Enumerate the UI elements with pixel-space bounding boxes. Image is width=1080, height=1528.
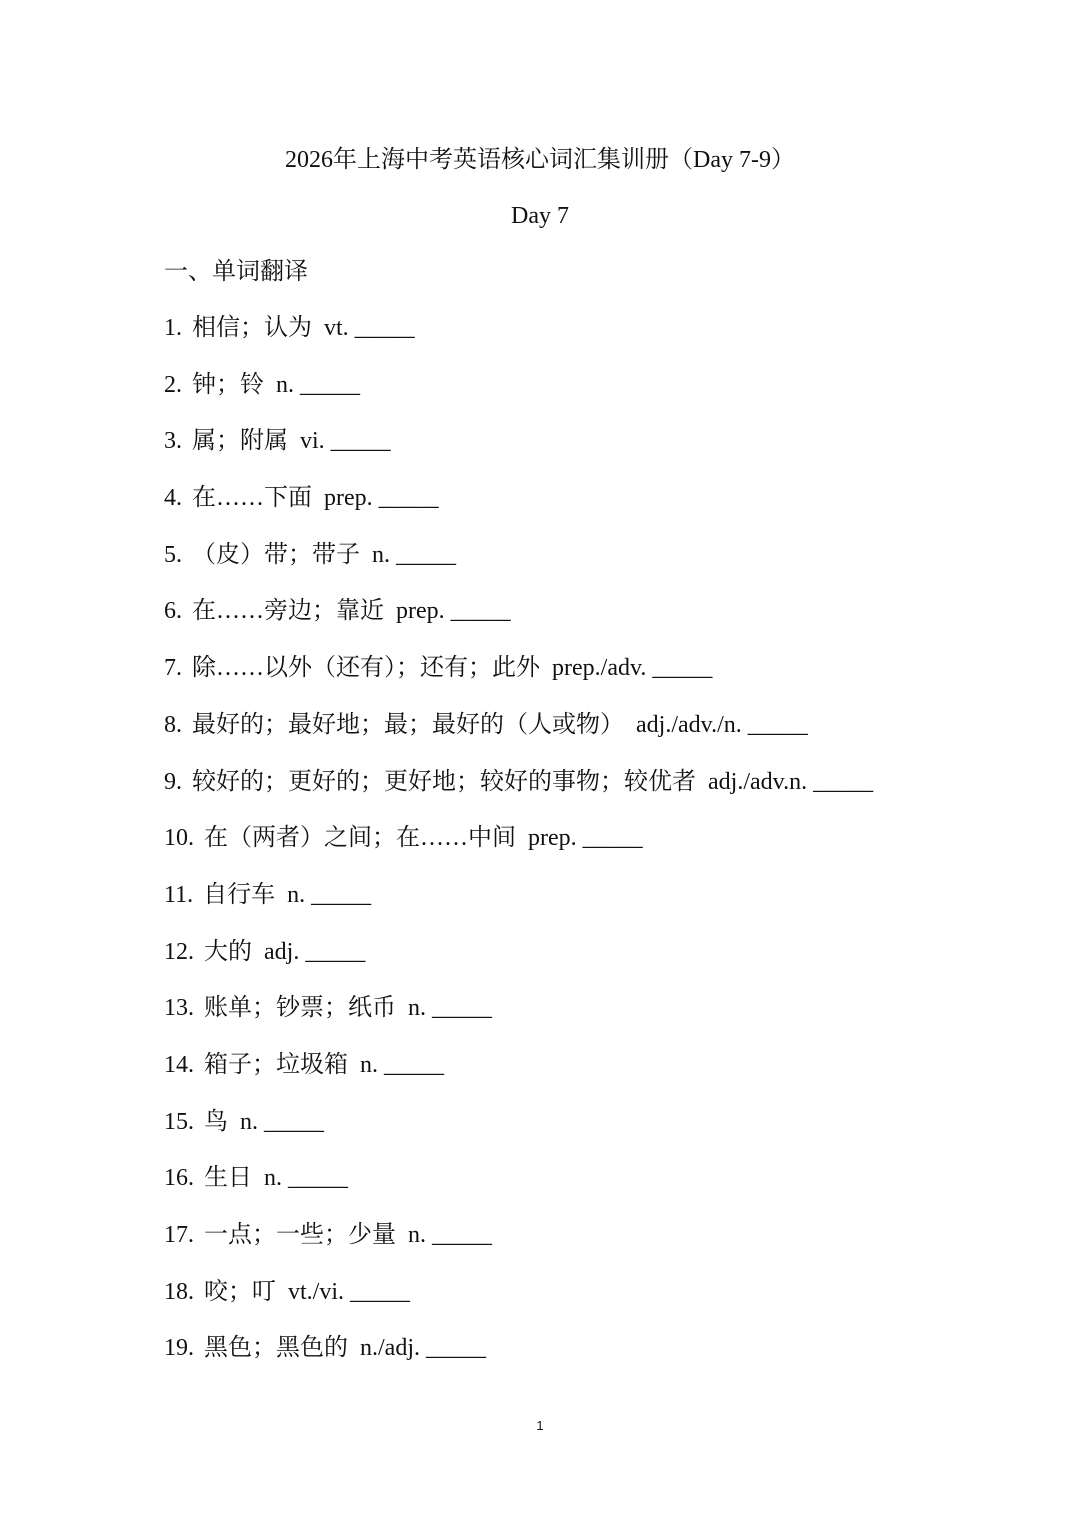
item-chinese: 属；附属 bbox=[192, 428, 288, 455]
item-chinese: 大的 bbox=[204, 938, 252, 965]
item-number: 17. bbox=[164, 1222, 194, 1248]
answer-blank: _____ bbox=[330, 428, 391, 455]
item-number: 3. bbox=[164, 428, 182, 455]
item-number: 2. bbox=[164, 371, 182, 398]
item-part-of-speech: n. bbox=[372, 541, 390, 568]
item-part-of-speech: prep./adv. bbox=[552, 655, 647, 682]
section-heading: 一、单词翻译 bbox=[164, 259, 308, 285]
answer-blank: _____ bbox=[432, 995, 492, 1022]
list-item bbox=[164, 1104, 1044, 1161]
item-number: 8. bbox=[164, 711, 182, 738]
answer-blank: _____ bbox=[747, 711, 808, 738]
answer-blank: _____ bbox=[450, 598, 511, 625]
item-part-of-speech: n. bbox=[240, 1108, 258, 1135]
item-chinese: 在……下面 bbox=[192, 485, 312, 512]
item-chinese: 除……以外（还有）；还有；此外 bbox=[192, 655, 540, 682]
item-part-of-speech: n. bbox=[276, 371, 294, 398]
list-item bbox=[164, 650, 1044, 707]
answer-blank: _____ bbox=[813, 768, 874, 795]
list-item bbox=[164, 1047, 1044, 1104]
item-number: 10. bbox=[164, 825, 194, 852]
item-part-of-speech: vt. bbox=[324, 315, 349, 341]
item-chinese: 鸟 bbox=[204, 1108, 228, 1135]
item-number: 13. bbox=[164, 995, 194, 1022]
list-item bbox=[164, 310, 1044, 367]
day-heading: Day 7 bbox=[511, 203, 569, 229]
list-item bbox=[164, 707, 1044, 764]
answer-blank: _____ bbox=[378, 485, 439, 512]
answer-blank: _____ bbox=[305, 938, 366, 965]
answer-blank: _____ bbox=[350, 1278, 411, 1305]
item-chinese: 账单；钞票；纸币 bbox=[204, 995, 396, 1022]
list-item bbox=[164, 1217, 1044, 1274]
item-part-of-speech: n. bbox=[360, 1051, 378, 1078]
list-item bbox=[164, 1274, 1044, 1331]
item-chinese: 钟；铃 bbox=[192, 371, 264, 398]
answer-blank: _____ bbox=[354, 315, 415, 341]
item-part-of-speech: prep. bbox=[396, 598, 445, 625]
item-number: 6. bbox=[164, 598, 182, 625]
item-part-of-speech: n. bbox=[408, 1222, 426, 1248]
item-number: 7. bbox=[164, 655, 182, 682]
item-chinese: 箱子；垃圾箱 bbox=[204, 1051, 348, 1078]
page-number: 1 bbox=[536, 1418, 544, 1433]
item-number: 15. bbox=[164, 1108, 194, 1135]
item-chinese: 生日 bbox=[204, 1165, 252, 1192]
item-chinese: 黑色；黑色的 bbox=[204, 1335, 348, 1362]
item-number: 12. bbox=[164, 938, 194, 965]
item-part-of-speech: prep. bbox=[324, 485, 373, 512]
item-chinese: 自行车 bbox=[203, 881, 276, 908]
item-part-of-speech: vi. bbox=[300, 428, 325, 455]
item-number: 16. bbox=[164, 1165, 194, 1192]
item-chinese: 相信；认为 bbox=[192, 315, 312, 341]
list-item bbox=[164, 537, 1044, 594]
item-part-of-speech: n./adj. bbox=[360, 1335, 420, 1362]
item-chinese: 一点；一些；少量 bbox=[204, 1222, 396, 1248]
list-item bbox=[164, 1160, 1044, 1217]
list-item bbox=[164, 820, 1044, 877]
list-item bbox=[164, 593, 1044, 650]
item-chinese: （皮）带；带子 bbox=[192, 541, 360, 568]
item-part-of-speech: vt./vi. bbox=[288, 1278, 345, 1305]
list-item bbox=[164, 423, 1044, 480]
answer-blank: _____ bbox=[426, 1335, 486, 1362]
list-item bbox=[164, 877, 1044, 934]
item-part-of-speech: adj./adv./n. bbox=[636, 711, 742, 738]
list-item bbox=[164, 764, 1044, 821]
item-chinese: 较好的；更好的；更好地；较好的事物；较优者 bbox=[192, 768, 696, 795]
item-part-of-speech: n. bbox=[264, 1165, 282, 1192]
item-number: 9. bbox=[164, 768, 182, 795]
answer-blank: _____ bbox=[384, 1051, 444, 1078]
item-number: 11. bbox=[164, 881, 194, 908]
item-number: 1. bbox=[164, 315, 182, 341]
item-number: 5. bbox=[164, 541, 182, 568]
item-chinese: 在……旁边；靠近 bbox=[192, 598, 384, 625]
item-chinese: 咬；叮 bbox=[204, 1278, 276, 1305]
answer-blank: _____ bbox=[652, 655, 713, 682]
item-number: 14. bbox=[164, 1051, 194, 1078]
answer-blank: _____ bbox=[311, 881, 372, 908]
answer-blank: _____ bbox=[288, 1165, 348, 1192]
answer-blank: _____ bbox=[432, 1222, 492, 1248]
item-part-of-speech: n. bbox=[287, 881, 306, 908]
answer-blank: _____ bbox=[582, 825, 643, 852]
page-title: 2026年上海中考英语核心词汇集训册（Day 7-9） bbox=[285, 147, 795, 173]
item-part-of-speech: adj./adv.n. bbox=[708, 768, 808, 795]
item-chinese: 最好的；最好地；最；最好的（人或物） bbox=[192, 711, 624, 738]
item-part-of-speech: prep. bbox=[528, 825, 577, 852]
item-number: 19. bbox=[164, 1335, 194, 1362]
item-part-of-speech: adj. bbox=[264, 938, 300, 965]
item-part-of-speech: n. bbox=[408, 995, 426, 1022]
answer-blank: _____ bbox=[396, 541, 456, 568]
item-number: 4. bbox=[164, 485, 182, 512]
list-item bbox=[164, 1330, 1044, 1387]
item-chinese: 在（两者）之间；在……中间 bbox=[204, 825, 516, 852]
answer-blank: _____ bbox=[300, 371, 360, 398]
list-item bbox=[164, 990, 1044, 1047]
item-number: 18. bbox=[164, 1278, 194, 1305]
list-item bbox=[164, 367, 1044, 424]
answer-blank: _____ bbox=[264, 1108, 324, 1135]
word-translation-list bbox=[164, 310, 1044, 1387]
list-item bbox=[164, 480, 1044, 537]
list-item bbox=[164, 934, 1044, 991]
